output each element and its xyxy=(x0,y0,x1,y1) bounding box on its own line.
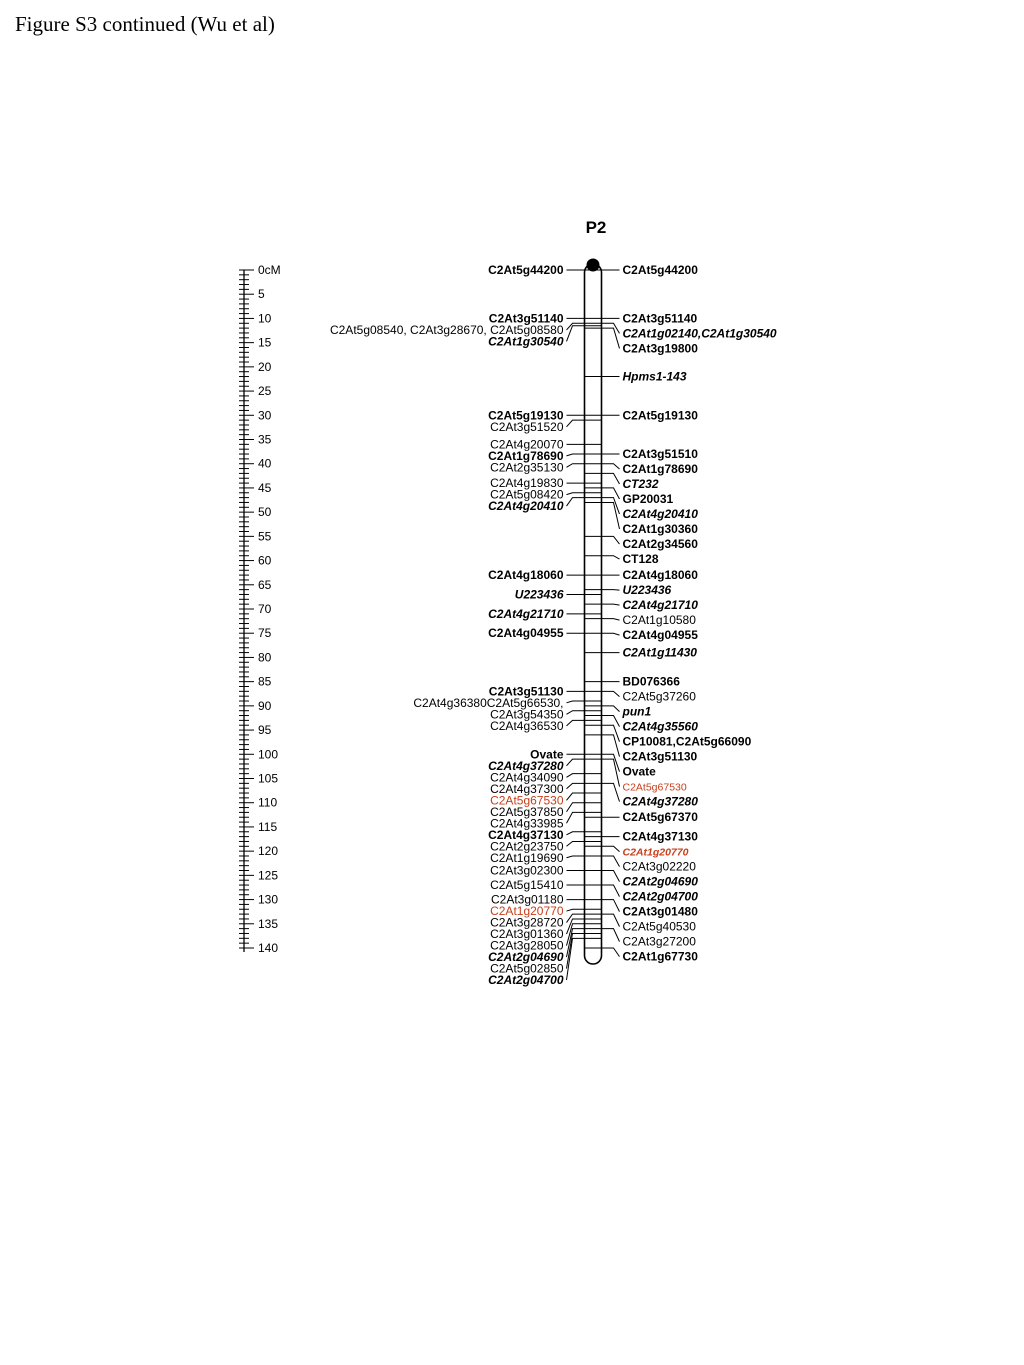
right-leader-line xyxy=(602,498,620,514)
right-leader-line xyxy=(602,929,620,942)
chromosome-title: P2 xyxy=(585,218,607,237)
left-marker-label: C2At5g15410 xyxy=(490,878,564,893)
right-marker-label: C2At1g30360 xyxy=(622,522,698,537)
right-marker-label: C2At4g37130 xyxy=(622,829,698,844)
right-marker-label: C2At3g19800 xyxy=(622,341,698,356)
left-leader-line xyxy=(567,323,585,330)
right-marker-label: C2At1g10580 xyxy=(622,613,696,628)
right-marker-label: U223436 xyxy=(622,583,672,598)
right-marker-label: C2At4g21710 xyxy=(622,598,698,613)
scale-label: 15 xyxy=(258,335,272,350)
right-marker-label: C2At1g67730 xyxy=(622,949,698,964)
right-leader-line xyxy=(602,633,620,635)
figure-caption: Figure S3 continued (Wu et al) xyxy=(15,12,275,36)
right-leader-line xyxy=(602,735,620,757)
left-marker-label: C2At2g04690 xyxy=(488,950,564,965)
left-marker-label: C2At3g28050 xyxy=(490,938,564,953)
scale-label: 20 xyxy=(258,359,272,374)
right-marker-label: C2At5g37260 xyxy=(622,689,696,704)
right-marker-label: C2At3g01480 xyxy=(622,904,698,919)
right-leader-line xyxy=(602,473,620,484)
left-leader-line xyxy=(567,701,585,703)
left-marker-labels xyxy=(330,263,585,987)
left-marker-label: C2At4g36380C2At5g66530, xyxy=(413,695,564,710)
right-marker-label: C2At1g78690 xyxy=(622,462,698,477)
right-leader-line xyxy=(602,783,620,801)
left-leader-line xyxy=(567,711,585,715)
right-marker-label: BD076366 xyxy=(622,674,680,689)
scale-label: 30 xyxy=(258,408,272,423)
left-leader-line xyxy=(567,326,585,342)
right-marker-label: C2At4g20410 xyxy=(622,507,698,522)
right-leader-line xyxy=(602,914,620,927)
left-leader-line xyxy=(567,793,585,800)
scale-label: 100 xyxy=(258,747,279,762)
scale-label: 110 xyxy=(258,795,278,810)
scale-label: 10 xyxy=(258,311,272,326)
right-marker-label: C2At1g02140,C2At1g30540 xyxy=(622,326,777,341)
left-leader-line xyxy=(567,783,585,788)
right-leader-line xyxy=(602,691,620,696)
left-leader-line xyxy=(567,919,585,934)
right-marker-label: CT128 xyxy=(622,552,659,567)
right-marker-label: C2At5g19130 xyxy=(622,408,698,423)
scale-label: 80 xyxy=(258,650,272,665)
left-marker-label: C2At4g20410 xyxy=(488,499,564,514)
right-leader-line xyxy=(602,464,620,469)
left-leader-line xyxy=(567,774,585,778)
left-marker-label: C2At4g37280 xyxy=(488,758,564,773)
right-marker-label: C2At5g40530 xyxy=(622,919,696,934)
left-marker-label: C2At5g08420 xyxy=(490,487,564,502)
scale-label: 105 xyxy=(258,771,279,786)
scale-label: 140 xyxy=(258,941,279,955)
right-marker-label: C2At1g11430 xyxy=(622,645,697,660)
scale-label: 130 xyxy=(258,892,279,907)
left-marker-label: C2At1g78690 xyxy=(488,448,564,463)
scale-label: 70 xyxy=(258,602,272,616)
right-marker-label: C2At5g67530 xyxy=(622,781,687,794)
left-marker-label: C2At4g33985 xyxy=(490,816,564,831)
right-marker-label: GP20031 xyxy=(622,492,674,507)
left-marker-label: C2At3g54350 xyxy=(490,707,564,722)
right-marker-label: Hpms1-143 xyxy=(622,369,687,384)
right-leader-line xyxy=(602,754,620,771)
right-marker-label: Ovate xyxy=(622,764,656,779)
scale-label: 25 xyxy=(258,384,272,399)
scale-label: 135 xyxy=(258,916,279,931)
right-marker-label: CT232 xyxy=(622,477,659,492)
scale-label: 65 xyxy=(258,577,272,592)
right-marker-label: C2At1g20770 xyxy=(622,846,689,859)
right-marker-label: C2At4g37280 xyxy=(622,794,698,809)
left-leader-line xyxy=(567,464,585,468)
left-leader-line xyxy=(567,498,585,506)
left-marker-label: C2At4g18060 xyxy=(488,568,564,583)
right-marker-label: C2At3g51130 xyxy=(622,749,698,764)
left-marker-label: C2At5g67530 xyxy=(490,793,564,808)
left-marker-label: C2At4g36530 xyxy=(490,718,564,733)
right-leader-line xyxy=(602,846,620,851)
left-marker-label: C2At4g34090 xyxy=(490,770,564,785)
left-leader-line xyxy=(567,493,585,495)
right-leader-line xyxy=(602,871,620,882)
scale-label: 0cM xyxy=(258,263,281,277)
scale-label: 60 xyxy=(258,553,272,568)
left-marker-label: Ovate xyxy=(530,747,564,762)
right-leader-line xyxy=(602,619,620,620)
right-marker-label: C2At5g67370 xyxy=(622,810,698,825)
right-leader-line xyxy=(602,604,620,605)
left-leader-line xyxy=(567,841,585,846)
left-marker-label: C2At2g35130 xyxy=(490,460,564,475)
right-leader-line xyxy=(602,856,620,867)
left-marker-label: C2At3g51130 xyxy=(488,684,564,699)
left-marker-label: C2At3g51140 xyxy=(488,311,564,326)
right-leader-line xyxy=(602,885,620,897)
left-marker-label: C2At5g08540, C2At3g28670, C2At5g08580 xyxy=(329,322,564,337)
right-leader-line xyxy=(602,536,620,544)
right-marker-label: C2At4g04955 xyxy=(622,628,698,643)
right-marker-labels xyxy=(602,263,777,964)
chromosome-bar xyxy=(585,259,602,965)
left-leader-line xyxy=(567,856,585,858)
scale-label: 55 xyxy=(258,529,272,544)
left-marker-label: C2At4g19830 xyxy=(490,476,564,491)
left-marker-label: C2At5g44200 xyxy=(488,263,564,277)
left-leader-line xyxy=(567,832,585,835)
left-marker-label: C2At3g51520 xyxy=(490,419,564,434)
left-marker-label: C2At3g01360 xyxy=(490,927,564,942)
left-marker-label: C2At4g37300 xyxy=(490,781,564,796)
right-marker-label: C2At2g04700 xyxy=(622,889,698,904)
scale-label: 115 xyxy=(258,819,278,834)
scale-label: 125 xyxy=(258,868,279,883)
left-marker-label: C2At1g19690 xyxy=(490,850,564,865)
right-marker-label: C2At4g35560 xyxy=(622,719,698,734)
left-marker-label: C2At5g37850 xyxy=(490,804,564,819)
left-leader-line xyxy=(567,420,585,427)
left-marker-label: C2At5g02850 xyxy=(490,961,564,976)
left-leader-line xyxy=(567,720,585,725)
left-marker-label: C2At4g04955 xyxy=(488,626,564,641)
left-marker-label: C2At4g20070 xyxy=(490,437,564,452)
right-marker-label: C2At4g18060 xyxy=(622,568,698,583)
scale-label: 45 xyxy=(258,480,272,495)
right-leader-line xyxy=(602,706,620,712)
scale-label: 90 xyxy=(258,698,272,713)
left-marker-label: C2At4g37130 xyxy=(488,827,564,842)
right-marker-label: C2At3g27200 xyxy=(622,934,696,949)
right-marker-label: C2At2g04690 xyxy=(622,874,698,889)
left-leader-line xyxy=(567,759,585,766)
scale-label: 5 xyxy=(258,287,265,302)
left-marker-label: C2At2g23750 xyxy=(490,839,564,854)
left-leader-line xyxy=(567,803,585,812)
right-leader-line xyxy=(602,725,620,741)
scale-label: 35 xyxy=(258,432,272,447)
left-marker-label: C2At1g30540 xyxy=(488,334,564,349)
left-marker-label: C2At4g21710 xyxy=(488,606,564,621)
right-marker-label: CP10081,C2At5g66090 xyxy=(622,734,752,749)
right-marker-label: C2At5g44200 xyxy=(622,263,698,277)
left-leader-line xyxy=(567,812,585,823)
scale-label: 85 xyxy=(258,674,272,689)
right-marker-label: C2At2g34560 xyxy=(622,537,698,552)
left-marker-label: C2At3g28720 xyxy=(490,915,564,930)
left-marker-label: C2At3g01180 xyxy=(490,892,564,907)
right-leader-line xyxy=(602,900,620,912)
left-leader-line xyxy=(567,914,585,922)
right-leader-line xyxy=(602,948,620,957)
left-marker-label: U223436 xyxy=(514,587,564,602)
right-leader-line xyxy=(602,556,620,559)
right-marker-label: pun1 xyxy=(622,704,652,719)
left-marker-label: C2At2g04700 xyxy=(488,973,564,988)
left-marker-label: C2At1g20770 xyxy=(490,904,564,919)
scale-label: 50 xyxy=(258,505,272,520)
right-marker-label: C2At3g51510 xyxy=(622,447,698,462)
scale-label: 75 xyxy=(258,626,272,641)
scale-label: 40 xyxy=(258,456,272,471)
cm-scale xyxy=(239,263,281,955)
scale-label: 95 xyxy=(258,723,272,738)
right-leader-line xyxy=(602,328,620,348)
right-marker-label: C2At3g51140 xyxy=(622,311,698,326)
left-marker-label: C2At3g02300 xyxy=(490,863,564,878)
scale-label: 120 xyxy=(258,844,279,859)
left-marker-label: C2At5g19130 xyxy=(488,408,564,423)
left-leader-line xyxy=(567,454,585,456)
left-leader-line xyxy=(567,909,585,911)
right-marker-label: C2At3g02220 xyxy=(622,859,696,874)
